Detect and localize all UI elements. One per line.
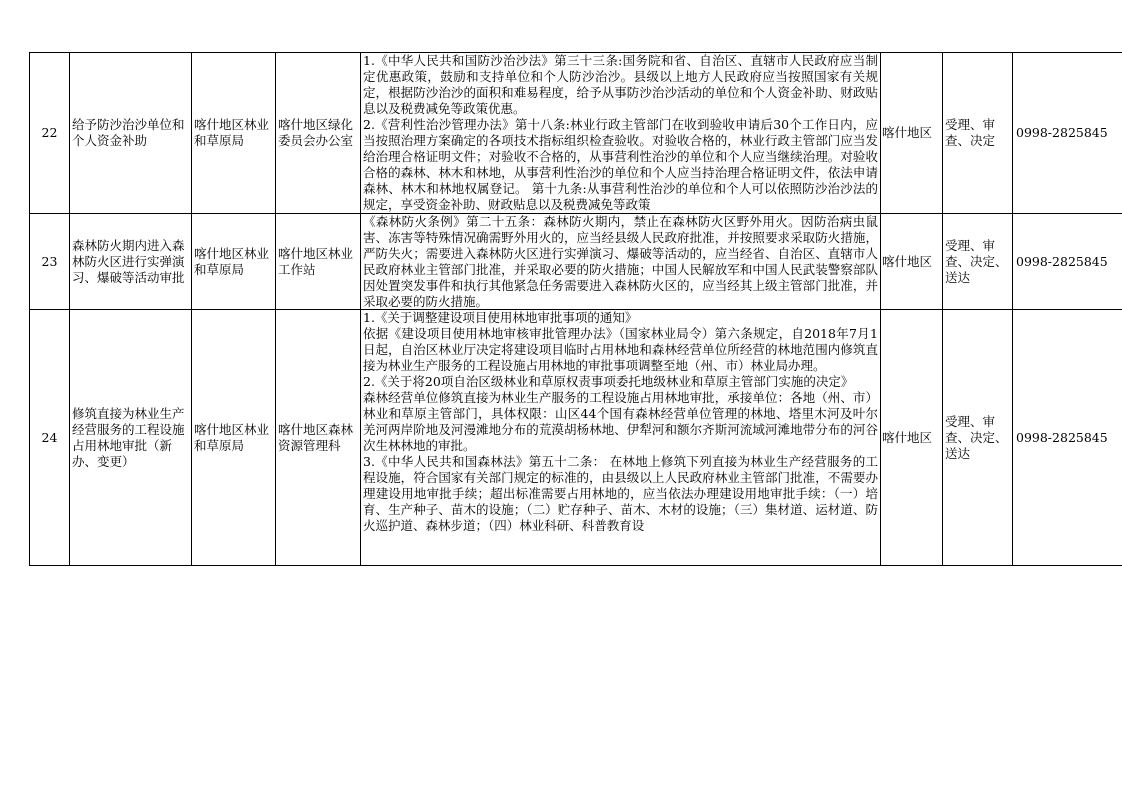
row-number: 22 <box>30 53 70 214</box>
handling-office: 喀什地区林业工作站 <box>276 214 361 310</box>
permit-table <box>29 52 1122 566</box>
legal-basis-paragraph: 1.《关于调整建设项目使用林地审批事项的通知》 <box>363 310 638 325</box>
handling-office: 喀什地区绿化委员会办公室 <box>276 53 361 214</box>
responsible-department: 喀什地区林业和草原局 <box>192 53 276 214</box>
process-steps: 受理、审查、决定、送达 <box>943 214 1013 310</box>
table-row <box>30 53 1122 214</box>
legal-basis-paragraph: 《森林防火条例》第二十五条：森林防火期内，禁止在森林防火区野外用火。因防治病虫鼠害、冻害等特殊情况确需野外用火的，应当经县级人民政府批准，并按照要求采取防火措施，严防失火；需要进入森林防火区进行实弹演习、爆破等活动的，应当经省、自治区、直辖市人民政府林业主管部门批准，并采取必要的防火措施；中国人民解放军和中国人民武装警察部队因处置突发事件和执行其他紧急任务需要进入森林防火区的，应当经其上级主管部门批准，并采取必要的防火措施。 <box>363 214 878 309</box>
legal-basis-cell <box>361 53 881 214</box>
legal-basis-cell <box>361 214 881 310</box>
item-name: 给予防沙治沙单位和个人资金补助 <box>70 53 192 214</box>
handling-office: 喀什地区森林资源管理科 <box>276 310 361 566</box>
responsible-department: 喀什地区林业和草原局 <box>192 310 276 566</box>
row-number: 24 <box>30 310 70 566</box>
legal-basis-paragraph: 1.《中华人民共和国防沙治沙法》第三十三条:国务院和省、自治区、直辖市人民政府应当制定优惠政策，鼓励和支持单位和个人防沙治沙。县级以上地方人民政府应当按照国家有关规定，根据防沙治沙的面积和难易程度，给予从事防沙治沙活动的单位和个人资金补助、财政贴息以及税费减免等政策优惠。 <box>363 53 878 116</box>
region: 喀什地区 <box>881 53 943 214</box>
legal-basis-paragraph: 2.《营利性治沙管理办法》第十八条:林业行政主管部门在收到验收申请后30个工作日内，应当按照治理方案确定的各项技术指标组织检查验收。对验收合格的，林业行政主管部门应当发给治理合格证明文件；对验收不合格的，从事营利性治沙的单位和个人应当继续治理。对验收合格的森林、林木和林地，从事营利性治沙的单位和个人应当持治理合格证明文件，依法申请森林、林木和林地权属登记。 第十九条:从事营利性治沙的单位和个人可以依照防沙治沙法的规定，享受资金补助、财政贴息以及税费减免等政策 <box>363 117 878 212</box>
item-name: 森林防火期内进入森林防火区进行实弹演习、爆破等活动审批 <box>70 214 192 310</box>
legal-basis <box>363 214 878 309</box>
legal-basis-paragraph: 森林经营单位修筑直接为林业生产服务的工程设施占用林地审批，承接单位：各地（州、市）林业和草原主管部门，具体权限：山区44个国有森林经营单位管理的林地、塔里木河及叶尔羌河两岸阶地及河漫滩地分布的荒漠胡杨林地、伊犁河和额尔齐斯河流域河滩地带分布的河谷次生林林地的审批。 <box>363 390 878 453</box>
contact-phone: 0998-2825845 <box>1013 310 1122 566</box>
table-row <box>30 310 1122 566</box>
row-number: 23 <box>30 214 70 310</box>
contact-phone: 0998-2825845 <box>1013 214 1122 310</box>
region: 喀什地区 <box>881 214 943 310</box>
responsible-department: 喀什地区林业和草原局 <box>192 214 276 310</box>
legal-basis-paragraph: 依据《建设项目使用林地审核审批管理办法》（国家林业局令）第六条规定，自2018年7月1日起，自治区林业厅决定将建设项目临时占用林地和森林经营单位所经营的林地范围内修筑直接为林业生产服务的工程设施占用林地的审批事项调整至地（州、市）林业局办理。 <box>363 326 878 373</box>
process-steps: 受理、审查、决定 <box>943 53 1013 214</box>
legal-basis-paragraph: 3.《中华人民共和国森林法》第五十二条： 在林地上修筑下列直接为林业生产经营服务的工程设施，符合国家有关部门规定的标准的，由县级以上人民政府林业主管部门批准，不需要办理建设用地审批手续；超出标准需要占用林地的，应当依法办理建设用地审批手续：（一）培育、生产种子、苗木的设施；（二）贮存种子、苗木、木材的设施；（三）集材道、运材道、防火巡护道、森林步道；（四）林业科研、科普教育设 <box>363 454 878 533</box>
item-name: 修筑直接为林业生产经营服务的工程设施占用林地审批（新办、变更） <box>70 310 192 566</box>
region: 喀什地区 <box>881 310 943 566</box>
table-row <box>30 214 1122 310</box>
legal-basis-cell <box>361 310 881 566</box>
legal-basis-paragraph: 2.《关于将20项自治区级林业和草原权责事项委托地级林业和草原主管部门实施的决定》 <box>363 374 854 389</box>
legal-basis <box>363 53 878 213</box>
contact-phone: 0998-2825845 <box>1013 53 1122 214</box>
legal-basis <box>363 310 878 565</box>
process-steps: 受理、审查、决定、送达 <box>943 310 1013 566</box>
